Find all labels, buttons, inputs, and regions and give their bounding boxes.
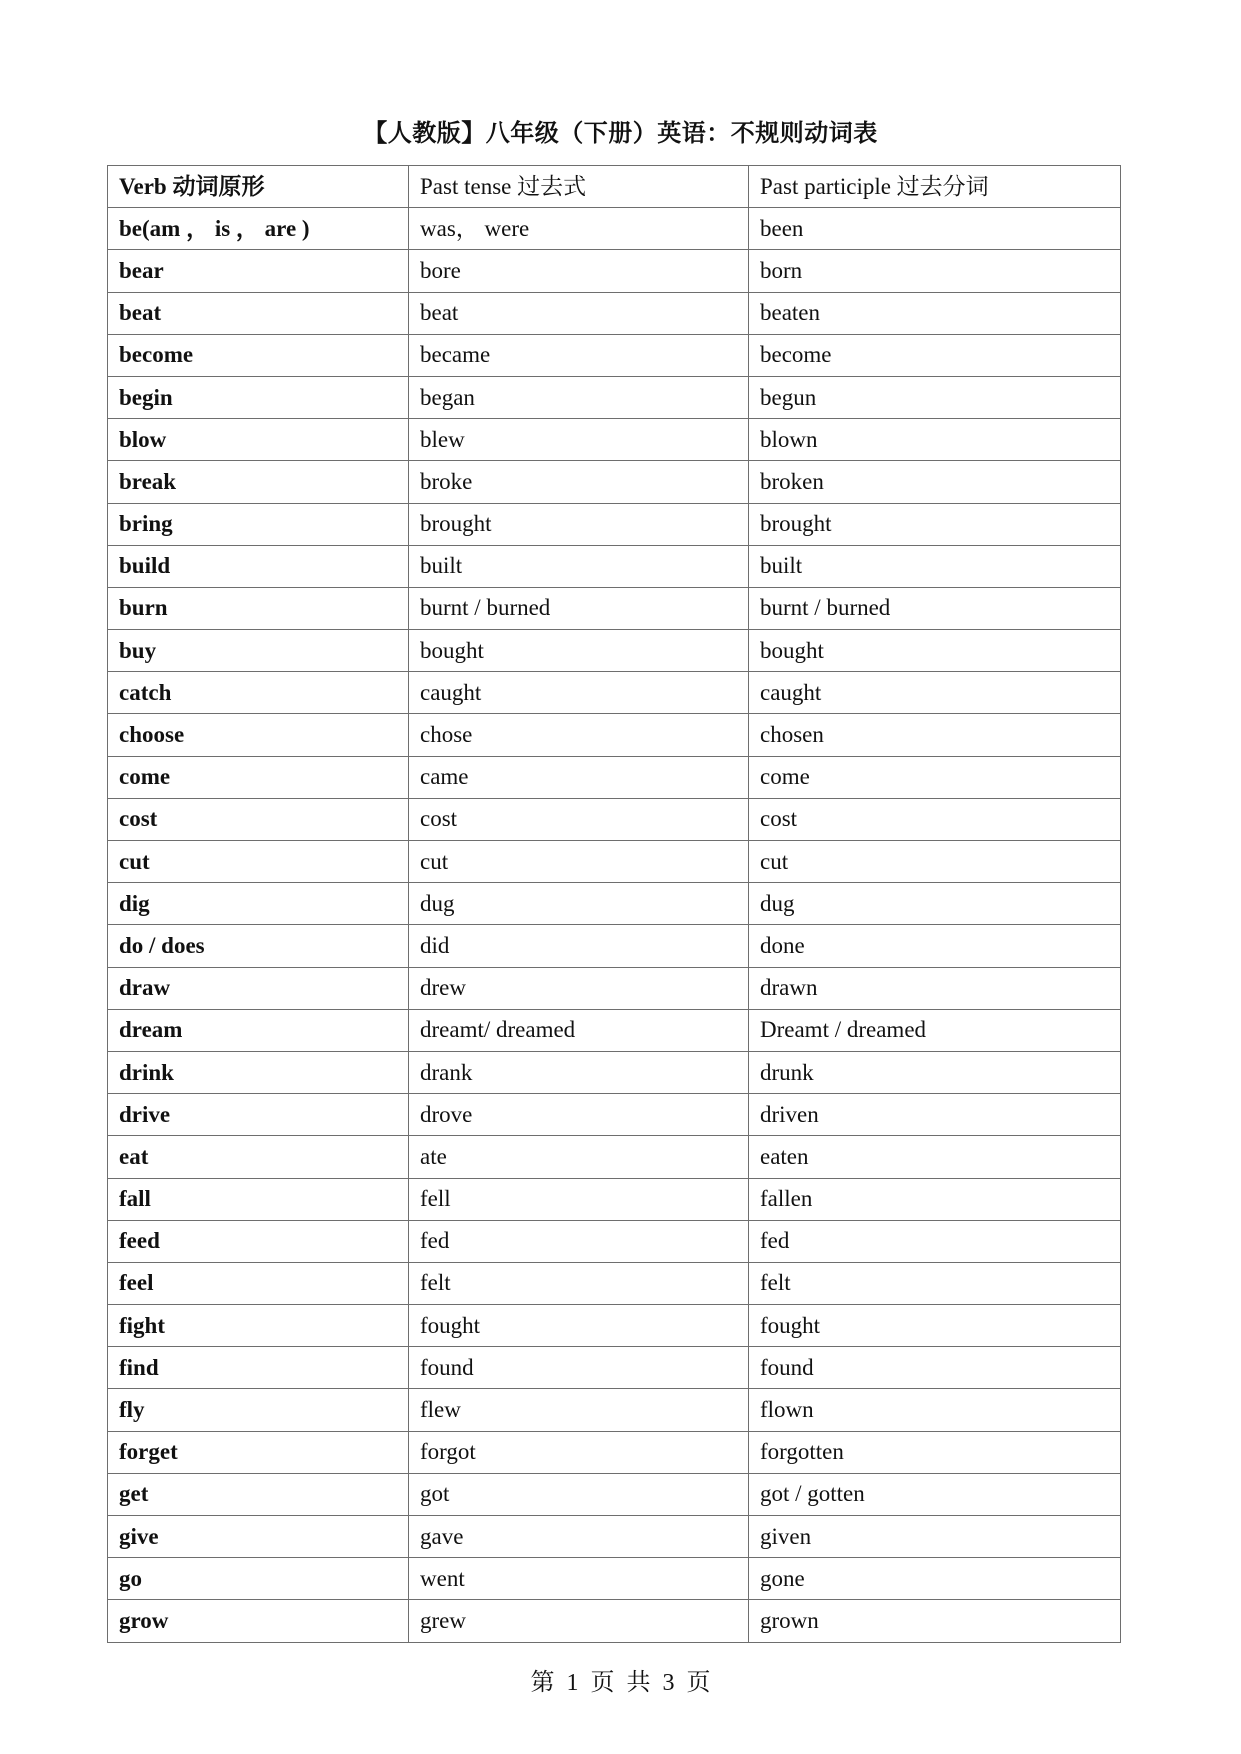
verb-base-form: forget — [108, 1431, 409, 1473]
verb-past-participle: cost — [749, 798, 1121, 840]
table-row — [108, 587, 1121, 629]
table-row — [108, 1600, 1121, 1642]
verb-past-participle: got / gotten — [749, 1473, 1121, 1515]
verb-past-tense: was， were — [409, 208, 749, 250]
verb-base-form: fall — [108, 1178, 409, 1220]
verb-base-form: buy — [108, 630, 409, 672]
verb-past-tense: bore — [409, 250, 749, 292]
verb-base-form: fly — [108, 1389, 409, 1431]
verb-past-participle: felt — [749, 1262, 1121, 1304]
verb-past-participle: chosen — [749, 714, 1121, 756]
verb-past-participle: begun — [749, 376, 1121, 418]
table-row — [108, 883, 1121, 925]
verb-base-form: feel — [108, 1262, 409, 1304]
page-title: 【人教版】八年级（下册）英语：不规则动词表 — [363, 121, 878, 147]
table-row — [108, 630, 1121, 672]
verb-base-form: be(am ， is ， are ) — [108, 208, 409, 250]
table-body — [108, 208, 1121, 1642]
table-row — [108, 250, 1121, 292]
verb-base-form: bear — [108, 250, 409, 292]
table-row — [108, 376, 1121, 418]
verb-base-form: get — [108, 1473, 409, 1515]
verb-base-form: drive — [108, 1094, 409, 1136]
table-row — [108, 1516, 1121, 1558]
header-base-form: Verb 动词原形 — [108, 166, 409, 208]
verb-past-tense: grew — [409, 1600, 749, 1642]
verb-past-tense: beat — [409, 292, 749, 334]
verb-base-form: begin — [108, 376, 409, 418]
verb-base-form: beat — [108, 292, 409, 334]
verb-base-form: cost — [108, 798, 409, 840]
table-row — [108, 1347, 1121, 1389]
irregular-verb-table — [107, 165, 1121, 1643]
verb-past-participle: drunk — [749, 1051, 1121, 1093]
verb-past-participle: blown — [749, 419, 1121, 461]
verb-base-form: dig — [108, 883, 409, 925]
verb-base-form: fight — [108, 1305, 409, 1347]
verb-past-participle: bought — [749, 630, 1121, 672]
verb-past-tense: came — [409, 756, 749, 798]
verb-past-tense: felt — [409, 1262, 749, 1304]
verb-past-tense: brought — [409, 503, 749, 545]
verb-past-tense: cut — [409, 841, 749, 883]
verb-past-tense: flew — [409, 1389, 749, 1431]
verb-past-participle: found — [749, 1347, 1121, 1389]
table-row — [108, 1094, 1121, 1136]
verb-base-form: break — [108, 461, 409, 503]
table-row — [108, 208, 1121, 250]
verb-past-participle: broken — [749, 461, 1121, 503]
verb-base-form: give — [108, 1516, 409, 1558]
table-row — [108, 1136, 1121, 1178]
verb-base-form: do / does — [108, 925, 409, 967]
table-row — [108, 419, 1121, 461]
verb-base-form: find — [108, 1347, 409, 1389]
table-row — [108, 461, 1121, 503]
verb-past-participle: been — [749, 208, 1121, 250]
verb-past-tense: broke — [409, 461, 749, 503]
verb-past-tense: ate — [409, 1136, 749, 1178]
verb-base-form: go — [108, 1558, 409, 1600]
verb-past-tense: drove — [409, 1094, 749, 1136]
page-footer: 第 1 页 共 3 页 — [530, 1670, 711, 1696]
verb-past-tense: chose — [409, 714, 749, 756]
verb-base-form: become — [108, 334, 409, 376]
table-row — [108, 503, 1121, 545]
verb-past-tense: found — [409, 1347, 749, 1389]
table-row — [108, 672, 1121, 714]
verb-past-tense: drank — [409, 1051, 749, 1093]
verb-past-tense: dug — [409, 883, 749, 925]
verb-base-form: eat — [108, 1136, 409, 1178]
verb-base-form: drink — [108, 1051, 409, 1093]
verb-past-participle: built — [749, 545, 1121, 587]
verb-past-tense: fell — [409, 1178, 749, 1220]
table-row — [108, 1051, 1121, 1093]
verb-past-participle: fed — [749, 1220, 1121, 1262]
table-row — [108, 967, 1121, 1009]
verb-past-participle: eaten — [749, 1136, 1121, 1178]
table-row — [108, 1178, 1121, 1220]
table-row — [108, 1389, 1121, 1431]
verb-past-tense: fed — [409, 1220, 749, 1262]
verb-base-form: build — [108, 545, 409, 587]
verb-past-tense: became — [409, 334, 749, 376]
verb-past-participle: drawn — [749, 967, 1121, 1009]
verb-past-participle: given — [749, 1516, 1121, 1558]
table-row — [108, 545, 1121, 587]
verb-past-participle: burnt / burned — [749, 587, 1121, 629]
table-row — [108, 798, 1121, 840]
verb-past-tense: dreamt/ dreamed — [409, 1009, 749, 1051]
verb-past-participle: Dreamt / dreamed — [749, 1009, 1121, 1051]
verb-past-participle: come — [749, 756, 1121, 798]
verb-base-form: burn — [108, 587, 409, 629]
table-row — [108, 756, 1121, 798]
verb-past-participle: dug — [749, 883, 1121, 925]
verb-base-form: blow — [108, 419, 409, 461]
verb-base-form: come — [108, 756, 409, 798]
verb-base-form: grow — [108, 1600, 409, 1642]
verb-past-participle: driven — [749, 1094, 1121, 1136]
verb-past-tense: blew — [409, 419, 749, 461]
verb-past-tense: gave — [409, 1516, 749, 1558]
verb-base-form: draw — [108, 967, 409, 1009]
table-row — [108, 1262, 1121, 1304]
verb-past-participle: gone — [749, 1558, 1121, 1600]
verb-past-tense: went — [409, 1558, 749, 1600]
table-row — [108, 1305, 1121, 1347]
verb-past-participle: fallen — [749, 1178, 1121, 1220]
verb-past-participle: flown — [749, 1389, 1121, 1431]
verb-past-tense: got — [409, 1473, 749, 1515]
table-row — [108, 1558, 1121, 1600]
verb-past-participle: beaten — [749, 292, 1121, 334]
verb-past-participle: forgotten — [749, 1431, 1121, 1473]
table-header-row — [108, 166, 1121, 208]
table-row — [108, 334, 1121, 376]
table-row — [108, 925, 1121, 967]
header-past-participle: Past participle 过去分词 — [749, 166, 1121, 208]
table-row — [108, 841, 1121, 883]
table-row — [108, 1473, 1121, 1515]
table-row — [108, 1220, 1121, 1262]
verb-past-participle: cut — [749, 841, 1121, 883]
verb-past-tense: did — [409, 925, 749, 967]
verb-base-form: choose — [108, 714, 409, 756]
verb-past-tense: cost — [409, 798, 749, 840]
verb-past-participle: born — [749, 250, 1121, 292]
verb-past-tense: forgot — [409, 1431, 749, 1473]
verb-past-participle: brought — [749, 503, 1121, 545]
verb-base-form: cut — [108, 841, 409, 883]
verb-base-form: feed — [108, 1220, 409, 1262]
verb-past-participle: grown — [749, 1600, 1121, 1642]
verb-past-participle: fought — [749, 1305, 1121, 1347]
table-row — [108, 714, 1121, 756]
verb-base-form: bring — [108, 503, 409, 545]
verb-past-tense: burnt / burned — [409, 587, 749, 629]
verb-past-tense: drew — [409, 967, 749, 1009]
verb-past-tense: fought — [409, 1305, 749, 1347]
verb-past-participle: done — [749, 925, 1121, 967]
verb-past-tense: bought — [409, 630, 749, 672]
verb-past-participle: become — [749, 334, 1121, 376]
verb-past-participle: caught — [749, 672, 1121, 714]
verb-base-form: catch — [108, 672, 409, 714]
verb-past-tense: built — [409, 545, 749, 587]
verb-past-tense: caught — [409, 672, 749, 714]
verb-base-form: dream — [108, 1009, 409, 1051]
table-row — [108, 292, 1121, 334]
verb-past-tense: began — [409, 376, 749, 418]
table-row — [108, 1009, 1121, 1051]
header-past-tense: Past tense 过去式 — [409, 166, 749, 208]
table-row — [108, 1431, 1121, 1473]
